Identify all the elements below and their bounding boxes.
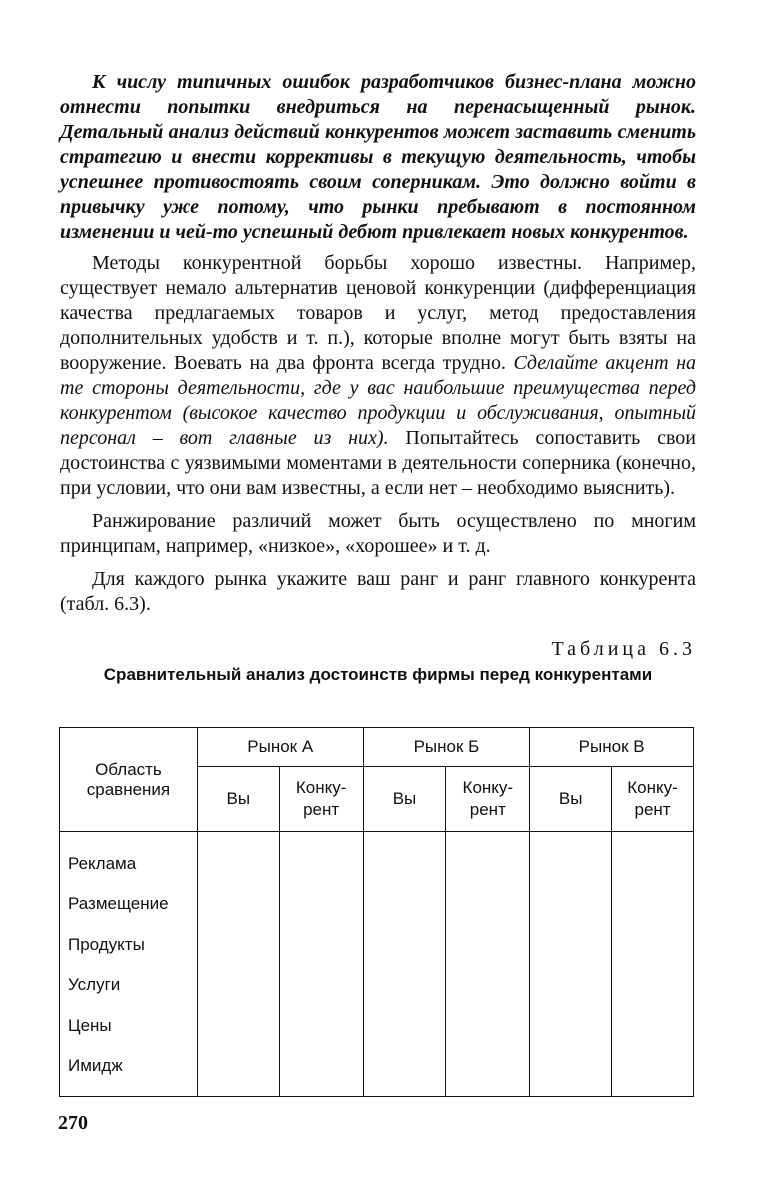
market-b-competitor: Конку-рент xyxy=(446,767,530,832)
table-header-row xyxy=(60,728,694,767)
row-label-products: Продукты xyxy=(68,934,145,954)
comparison-table xyxy=(59,727,694,1097)
intro-paragraph: К числу типичных ошибок разработчиков бизнес-плана можно отнести попытки внедриться на перенасыщенный рынок. Детальный анализ действий конкурентов может заставить сменить стратегию и внести коррективы в текущую деятельность, чтобы успешнее противостоять своим соперникам. Это должно войти в привычку уже потому, что рынки пребывают в постоянном изменении и чей-то успешный дебют привлекает новых конкурентов. xyxy=(60,71,696,243)
ranking-paragraph: Ранжирование различий может быть осуществлено по многим принципам, например, «низкое», «хорошее» и т. д. xyxy=(60,510,696,557)
row-label-advertising: Реклама xyxy=(68,854,137,873)
methods-text-end: Попытайтесь сопоставить свои достоинства с уязвимыми моментами в деятельности соперника (конечно, при условии, что они вам известны, а если нет – необходимо выяснить). xyxy=(60,427,696,499)
methods-paragraph xyxy=(60,251,696,501)
empty-cell xyxy=(197,832,279,1097)
empty-cell xyxy=(279,832,363,1097)
row-label-image: Имидж xyxy=(68,1055,123,1075)
market-c-header: Рынок В xyxy=(530,728,694,767)
empty-cell xyxy=(363,832,446,1097)
market-a-competitor: Конку-рент xyxy=(279,767,363,832)
market-b-header: Рынок Б xyxy=(363,728,530,767)
row-label-prices: Цены xyxy=(68,1015,112,1035)
methods-text-start: Методы конкурентной борьбы хорошо известны. Например, существует немало альтернатив ценовой конкуренции (дифференциация качества предлагаемых товаров и услуг, метод предоставления дополнительных удобств и т. п.), которые вполне могут быть взяты на вооружение. Воевать на два фронта всегда трудно. xyxy=(60,252,696,374)
market-b-you: Вы xyxy=(363,767,446,832)
row-label-services: Услуги xyxy=(68,975,121,995)
page-content xyxy=(60,70,696,687)
row-label-placement: Размещение xyxy=(68,894,169,914)
page-number: 270 xyxy=(58,1112,88,1134)
market-rank-paragraph: Для каждого рынка укажите ваш ранг и ранг главного конкурента (табл. 6.3). xyxy=(60,568,696,615)
empty-cell xyxy=(446,832,530,1097)
area-header: Область сравнения xyxy=(60,728,198,832)
table-body-row xyxy=(60,832,694,1097)
table-title: Сравнительный анализ достоинств фирмы перед конкурентами xyxy=(103,665,653,684)
table-label: Таблица 6.3 xyxy=(551,638,696,660)
market-a-header: Рынок А xyxy=(197,728,363,767)
market-c-you: Вы xyxy=(530,767,612,832)
row-labels-cell xyxy=(60,832,198,1097)
empty-cell xyxy=(612,832,694,1097)
empty-cell xyxy=(530,832,612,1097)
market-c-competitor: Конку-рент xyxy=(612,767,694,832)
market-a-you: Вы xyxy=(197,767,279,832)
methods-text-italic: Сделайте акцент на те стороны деятельности, где у вас наибольшие преимущества перед конкурентом (высокое качество продукции и обслуживания, опытный персонал – вот главные из них). xyxy=(60,352,696,449)
